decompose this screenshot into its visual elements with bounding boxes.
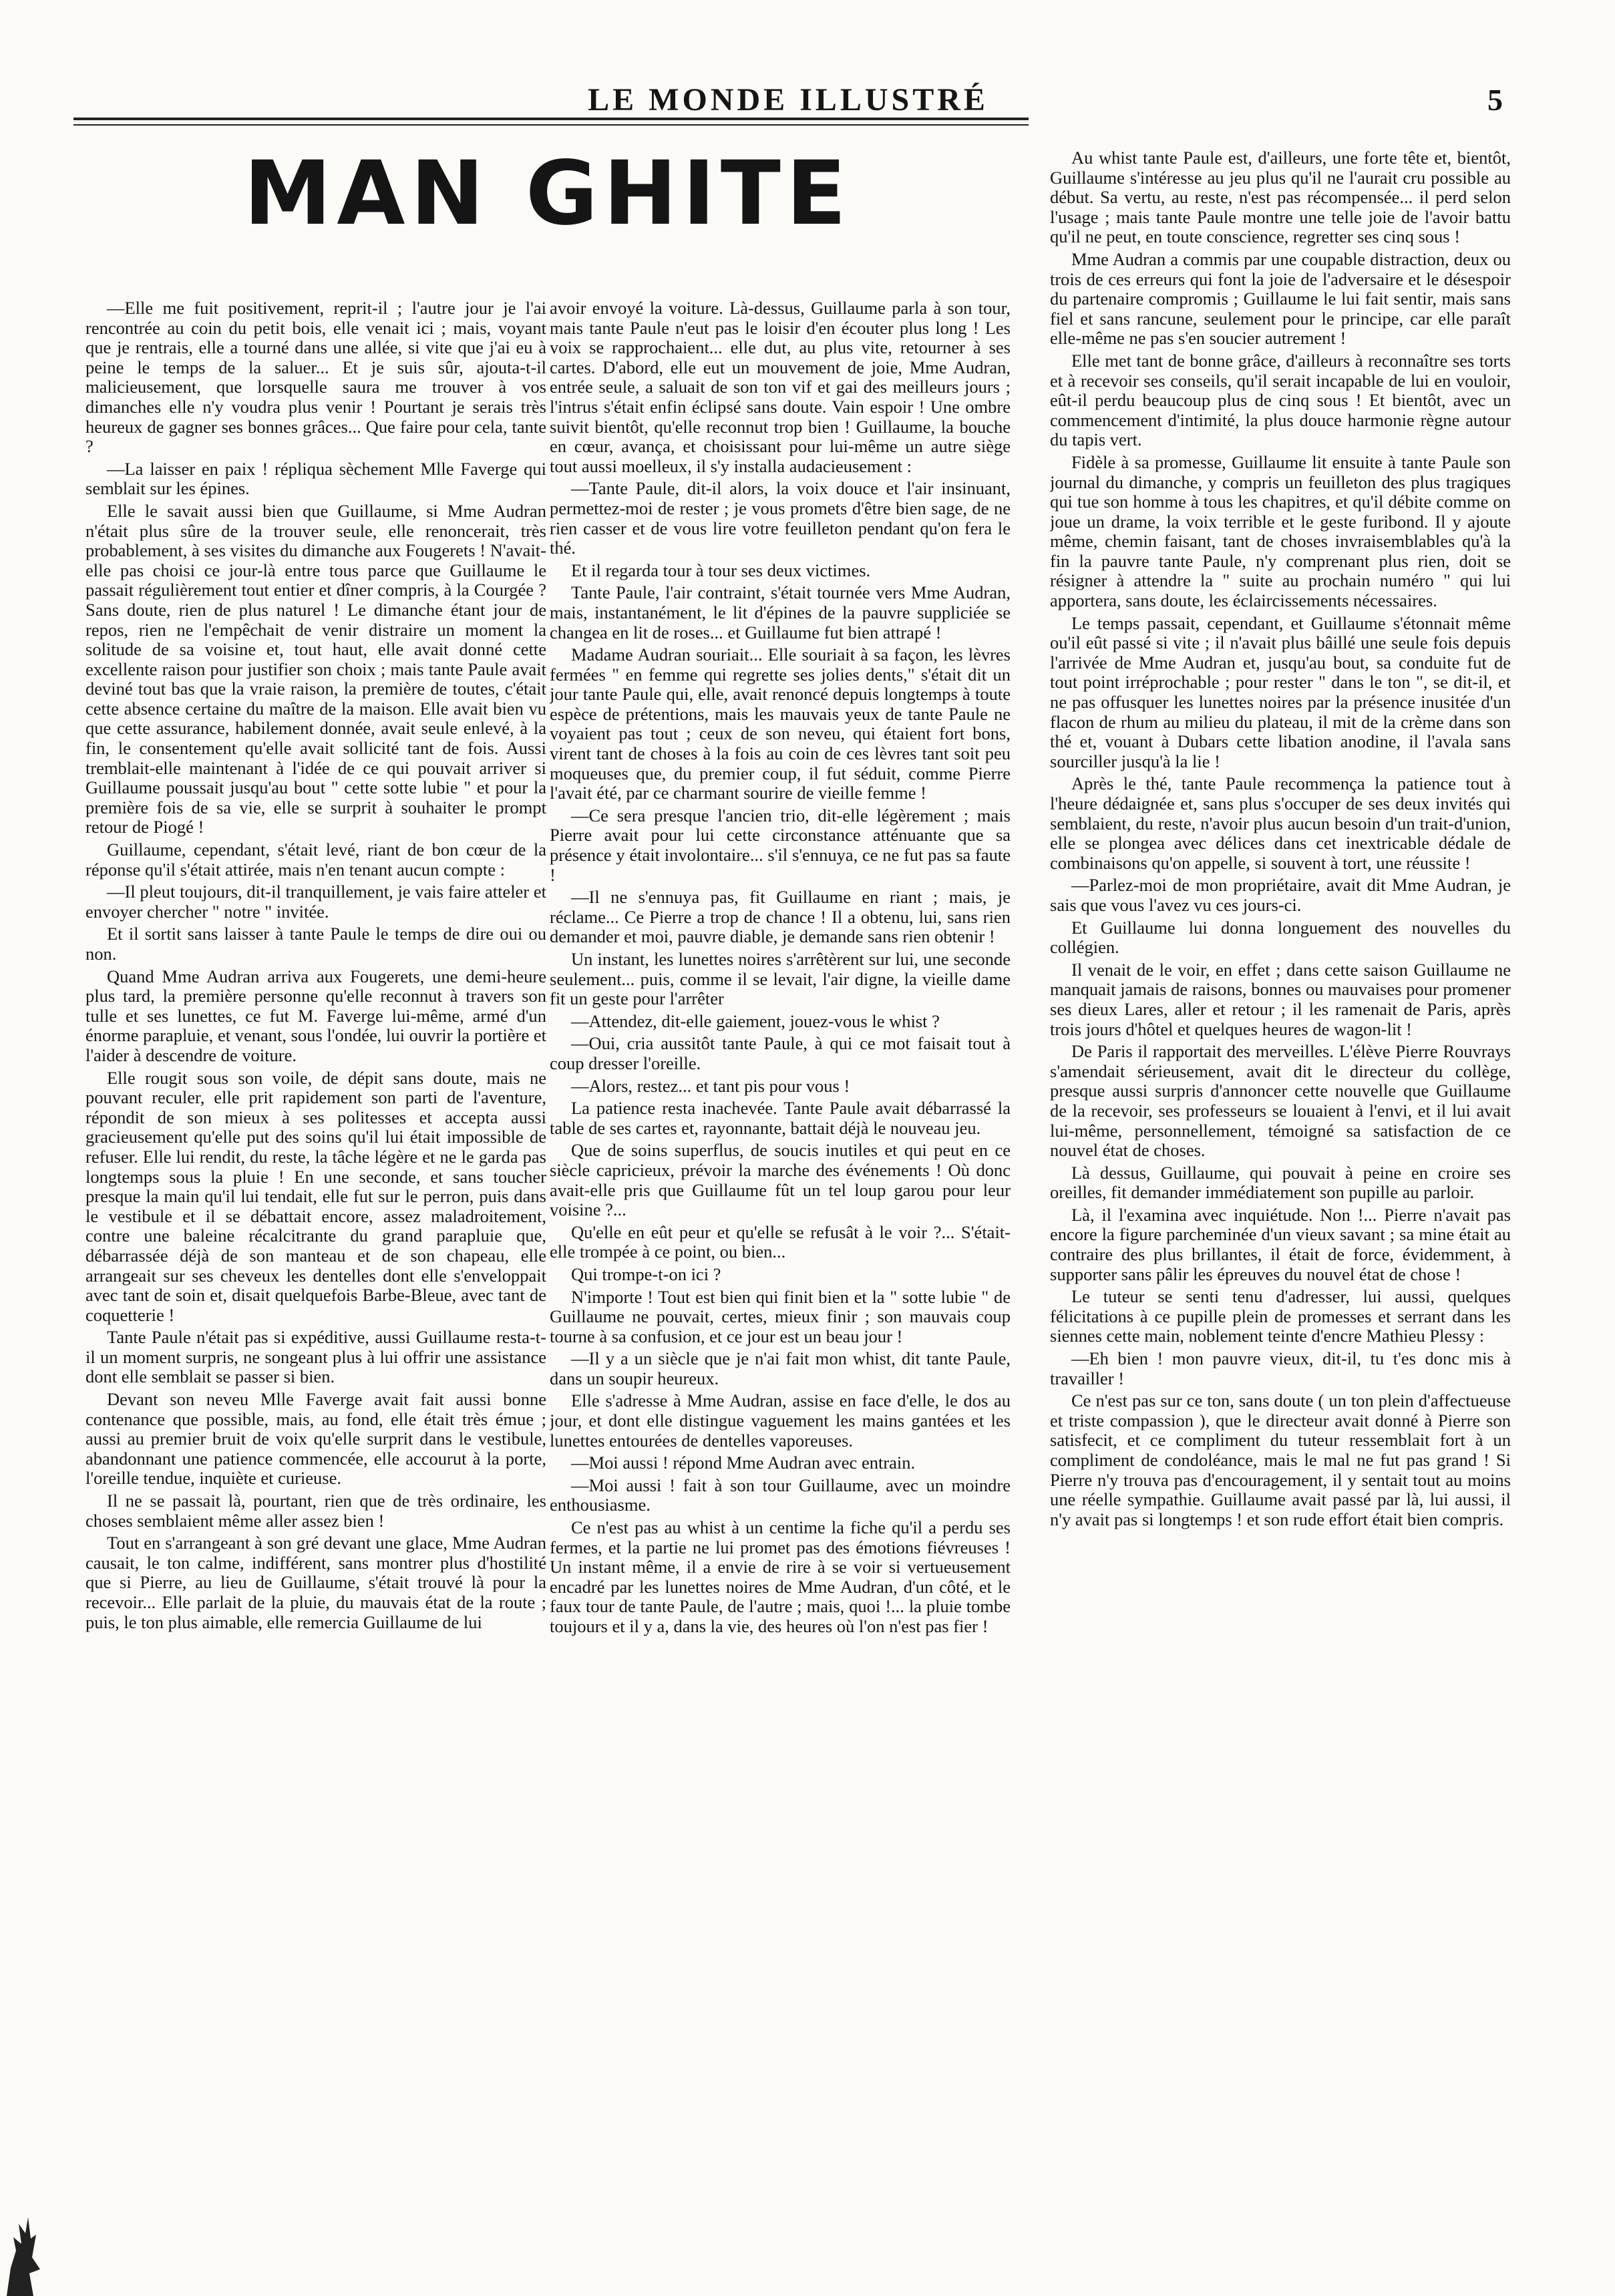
text-column-2	[550, 299, 1011, 2188]
paragraph: Et il sortit sans laisser à tante Paule le temps de dire oui ou non.	[85, 924, 546, 964]
paragraph: Ce n'est pas sur ce ton, sans doute ( un ton plein d'affectueuse et triste compassion ), que le directeur avait donné à Pierre son satisfecit, et ce compliment du tuteur ressemblait fort à un compliment de condoléance, mais le mal ne fut pas grand ! Si Pierre n'y trouva pas d'encouragement, il y sentait tout au moins une réelle sympathie. Guillaume avait passé par là, lui aussi, il n'y avait pas si longtemps ! et son rude effort était bien compris.	[1050, 1390, 1511, 1529]
text-column-3	[1050, 148, 1511, 2192]
paragraph: Elle rougit sous son voile, de dépit sans doute, mais ne pouvant reculer, elle prit rapidement son parti de l'aventure, répondit de son mieux à ses politesses et accepta aussi gracieusement qu'elle put des soins qu'il lui était impossible de refuser. Elle lui rendit, du reste, la tâche légère et ne le garda pas longtemps sous la pluie ! En une seconde, et sans toucher presque la main qu'il lui tendait, elle fut sur le perron, puis dans le vestibule et il se débattait encore, assez maladroitement, contre une baleine récalcitrante du grand parapluie que, débarrassée déjà de son manteau et de son chapeau, elle arrangeait sur ses cheveux les dentelles dont elle s'enveloppait avec tant de soin et, disait quelquefois Barbe-Bleue, avec tant de coquetterie !	[85, 1067, 546, 1325]
paragraph: Tante Paule n'était pas si expéditive, aussi Guillaume resta-t-il un moment surpris, ne songeant plus à lui offrir une assistance dont elle semblait se passer si bien.	[85, 1327, 546, 1387]
paragraph: Là dessus, Guillaume, qui pouvait à peine en croire ses oreilles, fit demander immédiatement son pupille au parloir.	[1050, 1162, 1511, 1203]
paragraph: Elle s'adresse à Mme Audran, assise en face d'elle, le dos au jour, et dont elle distingue vaguement les mains gantées et les lunettes entourées de dentelles vaporeuses.	[550, 1390, 1011, 1451]
paragraph: Là, il l'examina avec inquiétude. Non !... Pierre n'avait pas encore la figure parcheminée d'un vieux savant ; sa mine était au contraire des plus brillantes, il était de force, évidemment, à supporter sans pâlir les épreuves du nouvel état de chose !	[1050, 1204, 1511, 1284]
running-head	[73, 81, 1503, 122]
paragraph: Un instant, les lunettes noires s'arrêtèrent sur lui, une seconde seulement... puis, comme il se levait, l'air digne, la vieille dame fit un geste pour l'arrêter	[550, 949, 1011, 1009]
paragraph: Après le thé, tante Paule recommença la patience tout à l'heure dédaignée et, sans plus s'occuper de ses deux invités qui semblaient, du reste, n'avoir plus aucun besoin d'un trait-d'union, elle se plongea avec délices dans cet inextricable dédale de combinaisons qu'on appelle, si souvent à tort, une réussite !	[1050, 773, 1511, 873]
paragraph: Guillaume, cependant, s'était levé, riant de bon cœur de la réponse qu'il s'était attirée, mais n'en tenant aucun compte :	[85, 839, 546, 880]
newspaper-title: LE MONDE ILLUSTRÉ	[588, 82, 989, 118]
paragraph: —Elle me fuit positivement, reprit-il ; l'autre jour je l'ai rencontrée au coin du petit bois, elle venait ici ; mais, voyant que je rentrais, elle a tourné dans une allée, si vite que j'ai eu à peine le temps de la saluer... Et je suis sûr, ajouta-t-il malicieusement, que lorsquelle saura me trouver à vos dimanches elle n'y voudra plus venir ! Pourtant je serais très heureux de gagner ses bonnes grâces... Que faire pour cela, tante ?	[85, 299, 546, 457]
paragraph: De Paris il rapportait des merveilles. L'élève Pierre Rouvrays s'amendait sérieusement, avait dit le directeur du collège, presque aussi surpris d'annoncer cette nouvelle que Guillaume de la recevoir, ses professeurs se louaient à l'envi, et il lui avait lui-même, personnellement, témoigné sa satisfaction de ce nouvel état de choses.	[1050, 1041, 1511, 1161]
paragraph: Il ne se passait là, pourtant, rien que de très ordinaire, les choses semblaient même aller assez bien !	[85, 1491, 546, 1531]
paragraph: Tante Paule, l'air contraint, s'était tournée vers Mme Audran, mais, instantanément, le lit d'épines de la pauvre suppliciée se changea en lit de roses... et Guillaume fut bien attrapé !	[550, 582, 1011, 642]
paragraph: Ce n'est pas au whist à un centime la fiche qu'il a perdu ses fermes, et la partie ne lui promet pas des émotions fiévreuses ! Un instant même, il a envie de rire à se voir si vertueusement encadré par les lunettes noires de Mme Audran, d'un côté, et le faux tour de tante Paule, de l'autre ; mais, quoi !... la pluie tombe toujours et il y a, dans la vie, des heures où l'on n'est pas fier !	[550, 1517, 1011, 1636]
paragraph: Qu'elle en eût peur et qu'elle se refusât à le voir ?... S'était-elle trompée à ce point, ou bien...	[550, 1221, 1011, 1262]
paragraph: Devant son neveu Mlle Faverge avait fait aussi bonne contenance que possible, mais, au fond, elle était très émue ; aussi au premier bruit de voix qu'elle surprit dans le vestibule, abandonnant une patience commencée, elle accourut à la porte, l'oreille tendue, inquiète et curieuse.	[85, 1389, 546, 1489]
paragraph: —Moi aussi ! fait à son tour Guillaume, avec un moindre enthousiasme.	[550, 1475, 1011, 1515]
article-title: MAN GHITE	[243, 142, 852, 245]
paragraph: —Alors, restez... et tant pis pour vous !	[571, 1075, 850, 1096]
paragraph: —Parlez-moi de mon propriétaire, avait dit Mme Audran, je sais que vous l'avez vu ces jours-ci.	[1050, 875, 1511, 915]
paragraph: Le tuteur se senti tenu d'adresser, lui aussi, quelques félicitations à ce pupille plein de promesses et serrant dans les siennes cette main, noblement teinte d'encre Mathieu Plessy :	[1050, 1286, 1511, 1346]
paragraph: Qui trompe-t-on ici ?	[571, 1264, 721, 1284]
paragraph: Elle le savait aussi bien que Guillaume, si Mme Audran n'était plus sûre de la trouver seule, elle renoncerait, très probablement, à ses visites du dimanche aux Fougerets ! N'avait-elle pas choisi ce jour-là entre tous parce que Guillaume le passait régulièrement tout entier et dîner compris, à la Courgée ? Sans doute, rien de plus naturel ! Le dimanche étant jour de repos, rien ne l'empêchait de venir distraire un moment la solitude de sa voisine et, tout haut, elle avait donné cette excellente raison pour justifier son choix ; mais tante Paule avait deviné tout bas que la vraie raison, la première de toutes, c'était cette absence certaine du maître de la maison. Elle avait bien vu que cette assurance, habilement donnée, avait seule enlevé, à la fin, le consentement qu'elle avait sollicité tant de fois. Aussi tremblait-elle maintenant à l'idée de ce qui pouvait arriver si Guillaume poussait jusqu'au bout " cette sotte lubie " et pour la première fois de sa vie, elle se surprit à souhaiter le prompt retour de Piogé !	[85, 500, 546, 837]
paragraph: —Il y a un siècle que je n'ai fait mon whist, dit tante Paule, dans un soupir heureux.	[550, 1348, 1011, 1388]
header-rule	[73, 118, 1029, 120]
text-column-1	[85, 299, 546, 2188]
paragraph: avoir envoyé la voiture. Là-dessus, Guillaume parla à son tour, mais tante Paule n'eut pas le loisir d'en écouter plus long ! Les voix se rapprochaient... elle dut, au plus vite, retourner à ses cartes. D'abord, elle eut un mouvement de joie, Mme Audran, entrée seule, a saluait de son ton vif et gai des meilleurs jours ; l'intrus s'était enfin éclipsé sans doute. Vain espoir ! Une ombre suivit bientôt, qu'elle reconnut trop bien ! Guillaume, la bouche en cœur, avança, et choisissant pour lui-même un autre siège tout aussi moelleux, il s'y installa audacieusement :	[550, 299, 1011, 476]
paragraph: Madame Audran souriait... Elle souriait à sa façon, les lèvres fermées " en femme qui regrette ses jolies dents," s'était dit un jour tante Paule qui, elle, avait renoncé depuis longtemps à toute espèce de prétentions, mais les mauvais yeux de tante Paule ne voyaient pas tout ; ceux de son neveu, qui étaient fort bons, virent tant de choses à la fois au coin de ces lèvres tant soit peu moqueuses que, du premier coup, il fut séduit, comme Pierre l'avait été, par ce charmant sourire de vieille femme !	[550, 644, 1011, 803]
paragraph: Tout en s'arrangeant à son gré devant une glace, Mme Audran causait, le ton calme, indifférent, sans montrer plus d'hostilité que si Pierre, au lieu de Guillaume, s'était trouvé là pour la recevoir... Elle parlait de la pluie, du mauvais état de la route ; puis, le ton plus aimable, elle remercia Guillaume de lui	[85, 1533, 546, 1632]
paragraph: —Ce sera presque l'ancien trio, dit-elle légèrement ; mais Pierre avait pour lui cette circonstance atténuante que sa présence y était involontaire... s'il s'ennuya, ce ne fut pas sa faute !	[550, 805, 1011, 885]
paragraph: Mme Audran a commis par une coupable distraction, deux ou trois de ces erreurs qui font la joie de l'adversaire et le désespoir du partenaire compromis ; Guillaume le lui fait sentir, mais sans fiel et sans rancune, seulement pour le principe, car elle paraît elle-même ne pas s'en soucier autrement !	[1050, 248, 1511, 349]
paragraph: Il venait de le voir, en effet ; dans cette saison Guillaume ne manquait jamais de raisons, bonnes ou mauvaises pour promener ses dieux Lares, aller et retour ; il les ramenait de Paris, après trois jours d'hôtel et quelques heures de wagon-lit !	[1050, 959, 1511, 1039]
paragraph: Au whist tante Paule est, d'ailleurs, une forte tête et, bientôt, Guillaume s'intéresse au jeu plus qu'il ne l'aurait cru possible au début. Sa vertu, au reste, n'est pas récompensée... il perd selon l'usage ; mais tante Paule montre une telle joie de l'avoir battu qu'il ne peut, en toute conscience, regretter ses cinq sous !	[1050, 148, 1511, 247]
paragraph: —La laisser en paix ! répliqua sèchement Mlle Faverge qui semblait sur les épines.	[85, 458, 546, 499]
paragraph: —Moi aussi ! répond Mme Audran avec entrain.	[571, 1453, 916, 1473]
paragraph: Et Guillaume lui donna longuement des nouvelles du collégien.	[1050, 917, 1511, 958]
paragraph: Et il regarda tour à tour ses deux victimes.	[571, 560, 871, 580]
paragraph: —Il ne s'ennuya pas, fit Guillaume en riant ; mais, je réclame... Ce Pierre a trop de chance ! Il a obtenu, lui, sans rien demander et moi, pauvre diable, je demande sans rien obtenir !	[550, 887, 1011, 947]
paragraph: —Attendez, dit-elle gaiement, jouez-vous le whist ?	[571, 1010, 940, 1031]
paragraph: La patience resta inachevée. Tante Paule avait débarrassé la table de ses cartes et, rayonnante, battait déjà le nouveau jeu.	[550, 1098, 1011, 1138]
paragraph: Le temps passait, cependant, et Guillaume s'étonnait même ou'il eût passé si vite ; il n'avait plus bâillé une seule fois depuis l'arrivée de Mme Audran et, jusqu'au bout, sa conduite fut de tout point irréprochable ; pour rester " dans le ton ", se dit-il, et ne pas offusquer les lunettes noires par la présence inusitée d'un flacon de rhum au milieu du plateau, il mit de la crème dans son thé et, vouant à Dubars cette libation anodine, il l'avala sans sourciller jusqu'à la lie !	[1050, 612, 1511, 771]
paragraph: —Oui, cria aussitôt tante Paule, à qui ce mot faisait tout à coup dresser l'oreille.	[550, 1033, 1011, 1073]
paragraph: —Il pleut toujours, dit-il tranquillement, je vais faire atteler et envoyer chercher " notre " invitée.	[85, 882, 546, 922]
ink-blot-mark	[1, 2204, 41, 2296]
paragraph: —Tante Paule, dit-il alors, la voix douce et l'air insinuant, permettez-moi de rester ; je vous promets d'être bien sage, de ne rien casser et de vous lire votre feuilleton pendant qu'on fera le thé.	[550, 478, 1011, 558]
header-rule-thin	[73, 124, 1029, 126]
paragraph: Quand Mme Audran arriva aux Fougerets, une demi-heure plus tard, la première personne qu'elle reconnut à travers son tulle et ses lunettes, ce fut M. Faverge lui-même, armé d'un énorme parapluie, et venant, sous l'ondée, lui ouvrir la portière et l'aider à descendre de voiture.	[85, 966, 546, 1065]
paragraph: —Eh bien ! mon pauvre vieux, dit-il, tu t'es donc mis à travailler !	[1050, 1348, 1511, 1388]
paragraph: Fidèle à sa promesse, Guillaume lit ensuite à tante Paule son journal du dimanche, y compris un feuilleton des plus tragiques qui tue son homme à tous les chapitres, et qu'il débite comme on joue un drame, la voix terrible et le geste furibond. Il y ajoute même, chemin faisant, tant de choses invraisemblables qu'à la fin la pauvre tante Paule, n'y comprenant plus rien, doit se résigner à attendre la " suite au prochain numéro " qui lui apportera, sans doute, les éclaircissements nécessaires.	[1050, 451, 1511, 611]
paragraph: Que de soins superflus, de soucis inutiles et qui peut en ce siècle capricieux, prévoir la marche des événements ! Où donc avait-elle pris que Guillaume fût un tel loup garou pour leur voisine ?...	[550, 1140, 1011, 1220]
paragraph: Elle met tant de bonne grâce, d'ailleurs à reconnaître ses torts et à recevoir ses conseils, qu'il serait incapable de lui en vouloir, eût-il perdu beaucoup plus de cinq sous ! Et bientôt, avec un commencement d'intimité, la plus douce harmonie règne autour du tapis vert.	[1050, 350, 1511, 450]
page-number: 5	[1487, 83, 1503, 117]
paragraph: N'importe ! Tout est bien qui finit bien et la " sotte lubie " de Guillaume ne pouvait, certes, mieux finir ; son mauvais coup tourne à sa confusion, et ce jour est un beau jour !	[550, 1286, 1011, 1346]
